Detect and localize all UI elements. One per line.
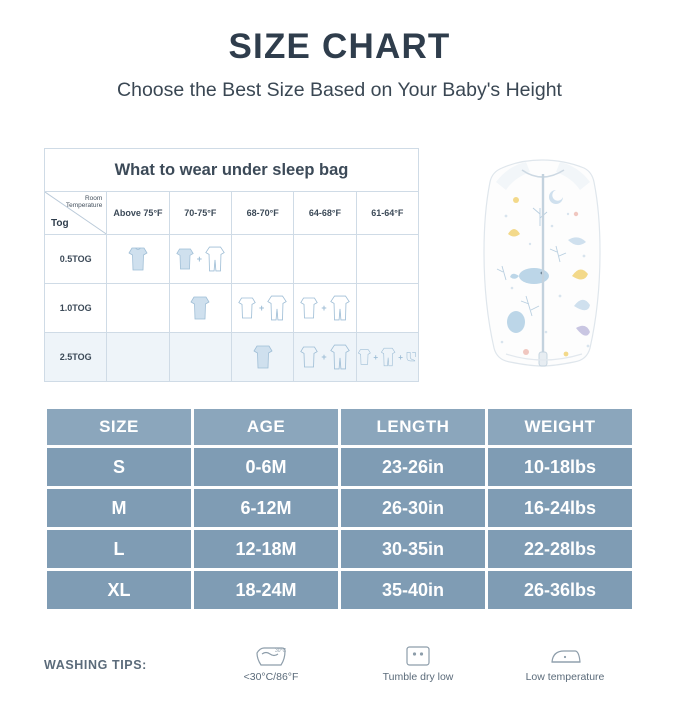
garment-group bbox=[170, 235, 231, 283]
garment-group bbox=[294, 333, 355, 381]
tog-recommendation-table bbox=[44, 148, 419, 382]
cell-05tog-61-64 bbox=[356, 235, 418, 284]
table-row bbox=[47, 489, 632, 527]
garment-group bbox=[170, 284, 231, 332]
cell-10tog-64-68 bbox=[294, 284, 356, 333]
garment-group bbox=[294, 284, 355, 332]
age-cell: 6-12M bbox=[194, 489, 338, 527]
page-subtitle: Choose the Best Size Based on Your Baby's Height bbox=[117, 78, 562, 101]
plus-sign: + bbox=[373, 352, 378, 362]
tog-table-corner-cell bbox=[45, 192, 107, 235]
column-header-4: 61-64°F bbox=[356, 192, 418, 235]
table-row bbox=[45, 333, 419, 382]
plus-sign: + bbox=[321, 352, 327, 362]
weight-cell: 22-28lbs bbox=[488, 530, 632, 568]
onesie-icon bbox=[127, 246, 149, 272]
onesie-icon bbox=[237, 295, 257, 321]
length-cell: 23-26in bbox=[341, 448, 485, 486]
pajama-icon bbox=[204, 245, 226, 273]
pajama-icon bbox=[266, 294, 288, 322]
column-header-0: Above 75°F bbox=[107, 192, 169, 235]
length-cell: 35-40in bbox=[341, 571, 485, 609]
onesie-icon bbox=[299, 344, 319, 370]
pajama-icon bbox=[380, 344, 396, 370]
size-cell: S bbox=[47, 448, 191, 486]
weight-cell: 26-36lbs bbox=[488, 571, 632, 609]
tumble-dry-icon bbox=[403, 644, 433, 668]
age-cell: 18-24M bbox=[194, 571, 338, 609]
tog-table-title: What to wear under sleep bag bbox=[45, 149, 419, 192]
plus-sign: + bbox=[196, 254, 202, 264]
row-label-10tog: 1.0TOG bbox=[45, 284, 107, 333]
table-row bbox=[47, 530, 632, 568]
wash-tip-caption: Low temperature bbox=[525, 671, 605, 683]
weight-header: WEIGHT bbox=[488, 409, 632, 445]
garment-group bbox=[357, 333, 418, 381]
onesie-icon bbox=[189, 295, 211, 321]
cell-10tog-70-75 bbox=[169, 284, 231, 333]
wash-tip-tumble-dry bbox=[348, 644, 488, 683]
cell-25tog-above75 bbox=[107, 333, 169, 382]
weight-cell: 16-24lbs bbox=[488, 489, 632, 527]
wash-tip-temperature bbox=[201, 644, 341, 683]
garment-group bbox=[107, 235, 168, 283]
size-chart-page bbox=[0, 28, 679, 707]
table-row bbox=[45, 284, 419, 333]
page-title: SIZE CHART bbox=[228, 27, 451, 66]
tog-label: Tog bbox=[51, 218, 69, 229]
table-row bbox=[47, 448, 632, 486]
pajama-icon bbox=[329, 294, 351, 322]
size-cell: M bbox=[47, 489, 191, 527]
cell-25tog-70-75 bbox=[169, 333, 231, 382]
wash-temp-badge: 30°C bbox=[275, 648, 287, 654]
length-cell: 26-30in bbox=[341, 489, 485, 527]
size-cell: XL bbox=[47, 571, 191, 609]
cell-25tog-61-64 bbox=[356, 333, 418, 382]
length-header: LENGTH bbox=[341, 409, 485, 445]
age-header: AGE bbox=[194, 409, 338, 445]
cell-05tog-64-68 bbox=[294, 235, 356, 284]
age-cell: 12-18M bbox=[194, 530, 338, 568]
wash-tip-iron bbox=[495, 644, 635, 683]
wash-tip-caption: <30°C/86°F bbox=[243, 671, 299, 683]
cell-25tog-68-70 bbox=[231, 333, 293, 382]
baby-sleep-bag-illustration bbox=[456, 156, 631, 388]
onesie-icon bbox=[175, 246, 195, 272]
pajama-icon bbox=[329, 343, 351, 371]
cell-05tog-above75 bbox=[107, 235, 169, 284]
length-cell: 30-35in bbox=[341, 530, 485, 568]
onesie-icon bbox=[299, 295, 319, 321]
garment-group bbox=[232, 333, 293, 381]
garment-group bbox=[232, 284, 293, 332]
cell-25tog-64-68 bbox=[294, 333, 356, 382]
cell-10tog-above75 bbox=[107, 284, 169, 333]
age-cell: 0-6M bbox=[194, 448, 338, 486]
wash-tub-icon bbox=[254, 644, 288, 668]
table-row bbox=[45, 192, 419, 235]
onesie-icon bbox=[357, 345, 372, 369]
room-temperature-label: Room Temperature bbox=[65, 195, 103, 210]
cell-10tog-61-64 bbox=[356, 284, 418, 333]
size-specification-table bbox=[44, 406, 635, 612]
plus-sign: + bbox=[259, 303, 265, 313]
product-image bbox=[456, 156, 631, 388]
table-row bbox=[47, 571, 632, 609]
weight-cell: 10-18lbs bbox=[488, 448, 632, 486]
iron-icon bbox=[548, 644, 582, 668]
onesie-icon bbox=[252, 344, 274, 370]
row-label-25tog: 2.5TOG bbox=[45, 333, 107, 382]
column-header-3: 64-68°F bbox=[294, 192, 356, 235]
washing-tips-section bbox=[44, 644, 635, 700]
column-header-2: 68-70°F bbox=[231, 192, 293, 235]
zipper-pull-icon bbox=[539, 352, 547, 366]
size-cell: L bbox=[47, 530, 191, 568]
cell-10tog-68-70 bbox=[231, 284, 293, 333]
row-label-05tog: 0.5TOG bbox=[45, 235, 107, 284]
table-row bbox=[45, 149, 419, 192]
washing-tips-label: WASHING TIPS: bbox=[44, 658, 147, 672]
wash-tip-caption: Tumble dry low bbox=[382, 671, 454, 683]
table-row bbox=[45, 235, 419, 284]
upper-section bbox=[0, 148, 679, 393]
size-header: SIZE bbox=[47, 409, 191, 445]
cell-05tog-68-70 bbox=[231, 235, 293, 284]
cell-05tog-70-75 bbox=[169, 235, 231, 284]
plus-sign: + bbox=[398, 352, 403, 362]
plus-sign: + bbox=[321, 303, 327, 313]
socks-icon bbox=[405, 350, 418, 364]
table-header-row bbox=[47, 409, 632, 445]
column-header-1: 70-75°F bbox=[169, 192, 231, 235]
